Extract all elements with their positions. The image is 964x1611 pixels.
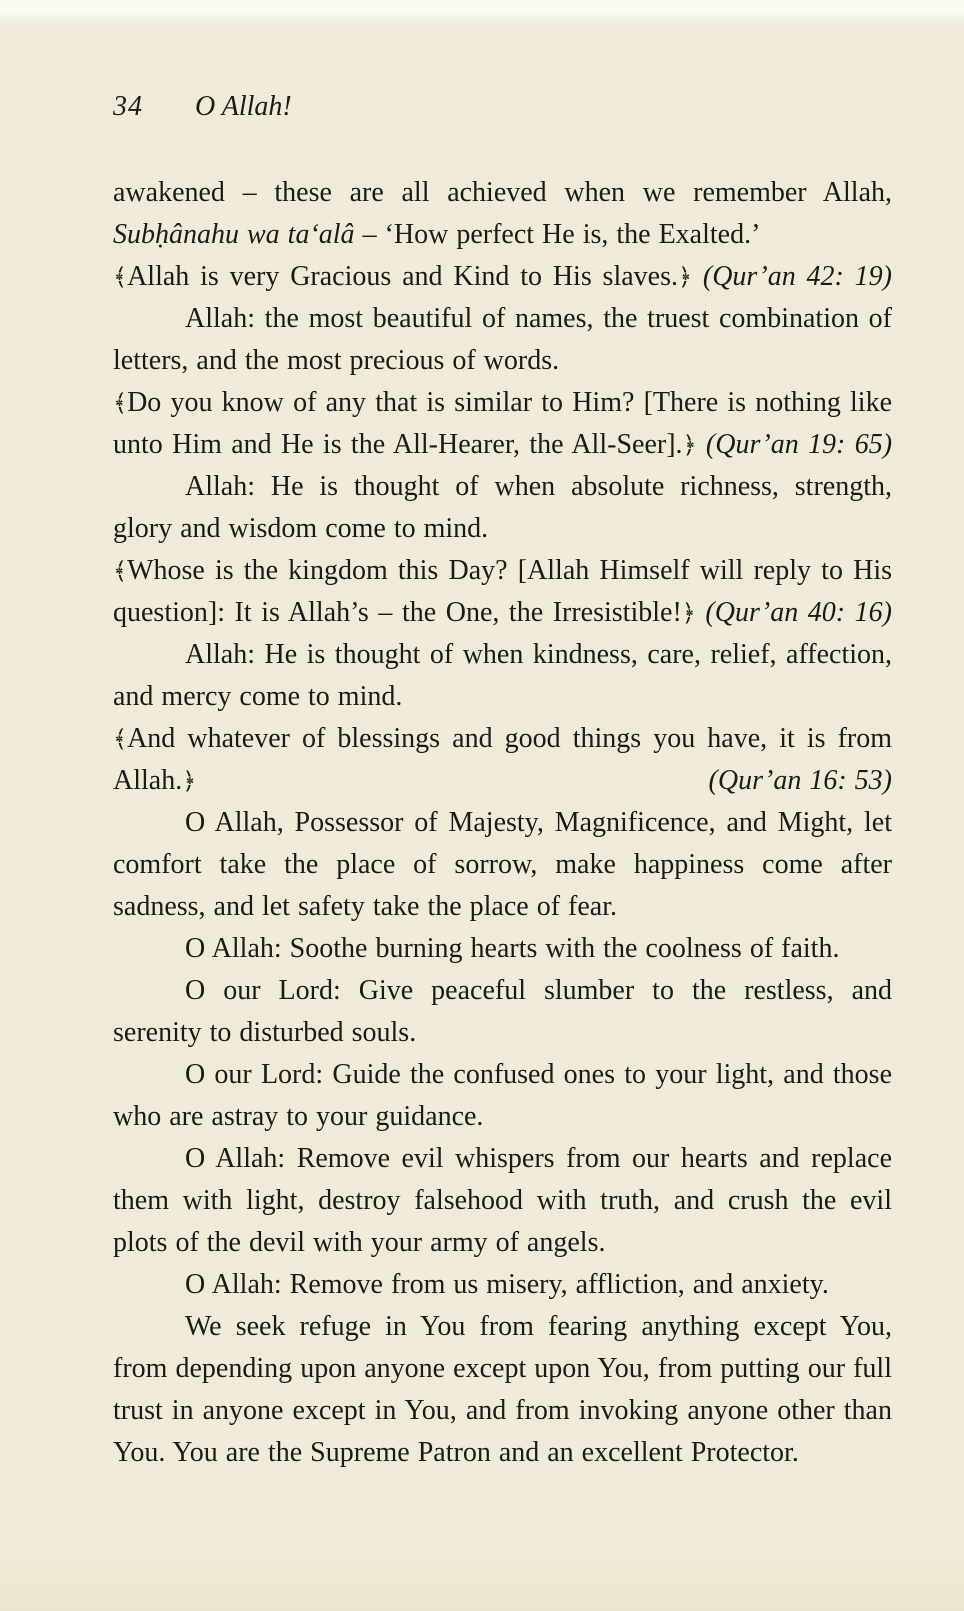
quran-verse xyxy=(113,382,892,466)
body-paragraph xyxy=(113,928,892,970)
body-paragraph xyxy=(113,466,892,550)
text-segment: Allah: the most beautiful of names, the truest combination of letters, and the most precious of words. xyxy=(113,303,892,376)
text-segment: Allah: He is thought of when kindness, care, relief, affection, and mercy come to mind. xyxy=(113,639,892,712)
text-segment xyxy=(696,597,706,628)
quran-verse xyxy=(113,550,892,634)
quote-ornament-icon: ﴾ xyxy=(113,725,128,753)
text-segment: Subḥânahu wa ta‘alâ xyxy=(113,219,355,250)
text-segment: Allah: He is thought of when absolute richness, strength, glory and wisdom come to mind. xyxy=(113,471,892,544)
quote-ornament-icon: ﴿ xyxy=(182,767,197,795)
quote-ornament-icon: ﴾ xyxy=(113,557,128,585)
text-segment: awakened – these are all achieved when we remember Allah, xyxy=(113,177,892,208)
text-segment: O our Lord: Guide the confused ones to your light, and those who are astray to your guidance. xyxy=(113,1059,892,1132)
quote-ornament-icon: ﴿ xyxy=(682,431,697,459)
body-paragraph xyxy=(113,172,892,256)
body-paragraph xyxy=(113,298,892,382)
body-paragraph xyxy=(113,1306,892,1474)
quran-verse xyxy=(113,718,892,802)
text-segment: O our Lord: Give peaceful slumber to the restless, and serenity to disturbed souls. xyxy=(113,975,892,1048)
quran-verse xyxy=(113,256,892,298)
running-title: O Allah! xyxy=(195,91,292,122)
text-segment: And whatever of blessings and good things you have, it is from Allah. xyxy=(113,723,892,796)
quote-ornament-icon: ﴿ xyxy=(681,599,696,627)
quote-ornament-icon: ﴾ xyxy=(113,263,128,291)
text-segment: (Qur’an 19: 65) xyxy=(705,429,893,460)
text-segment: O Allah: Remove evil whispers from our hearts and replace them with light, destroy falsehood with truth, and crush the evil plots of the devil with your army of angels. xyxy=(113,1143,892,1258)
page-number: 34 xyxy=(113,91,143,122)
body-paragraph xyxy=(113,634,892,718)
page-body xyxy=(113,172,892,1474)
body-paragraph xyxy=(113,1138,892,1264)
text-segment: O Allah, Possessor of Majesty, Magnificence, and Might, let comfort take the place of sorrow, make happiness come after sadness, and let safety take the place of fear. xyxy=(113,807,892,922)
text-segment: O Allah: Remove from us misery, affliction, and anxiety. xyxy=(185,1269,829,1300)
text-segment: O Allah: Soothe burning hearts with the coolness of faith. xyxy=(185,933,840,964)
body-paragraph xyxy=(113,970,892,1054)
text-segment: – ‘How perfect He is, the Exalted.’ xyxy=(354,219,761,250)
text-segment xyxy=(692,261,703,292)
text-segment: Do you know of any that is similar to Him? [There is nothing like unto Him and He is the All-Hearer, the All-Seer]. xyxy=(113,387,892,460)
quote-ornament-icon: ﴾ xyxy=(113,389,128,417)
text-segment: (Qur’an 40: 16) xyxy=(705,597,893,628)
text-segment xyxy=(697,429,706,460)
body-paragraph xyxy=(113,1054,892,1138)
quote-ornament-icon: ﴿ xyxy=(677,263,693,291)
text-segment: We seek refuge in You from fearing anything except You, from depending upon anyone except upon You, from putting our full trust in anyone except in You, and from invoking anyone other than You. You are the Supreme Patron and an excellent Protector. xyxy=(113,1311,892,1468)
text-segment: Allah is very Gracious and Kind to His slaves. xyxy=(127,261,678,292)
text-segment: (Qur’an 42: 19) xyxy=(702,261,893,292)
body-paragraph xyxy=(113,1264,892,1306)
verse-reference: (Qur’an 16: 53) xyxy=(708,765,892,796)
page-header xyxy=(113,86,892,128)
text-segment: Whose is the kingdom this Day? [Allah Himself will reply to His question]: It is Allah’s – the One, the Irresistible! xyxy=(113,555,892,628)
body-paragraph xyxy=(113,802,892,928)
